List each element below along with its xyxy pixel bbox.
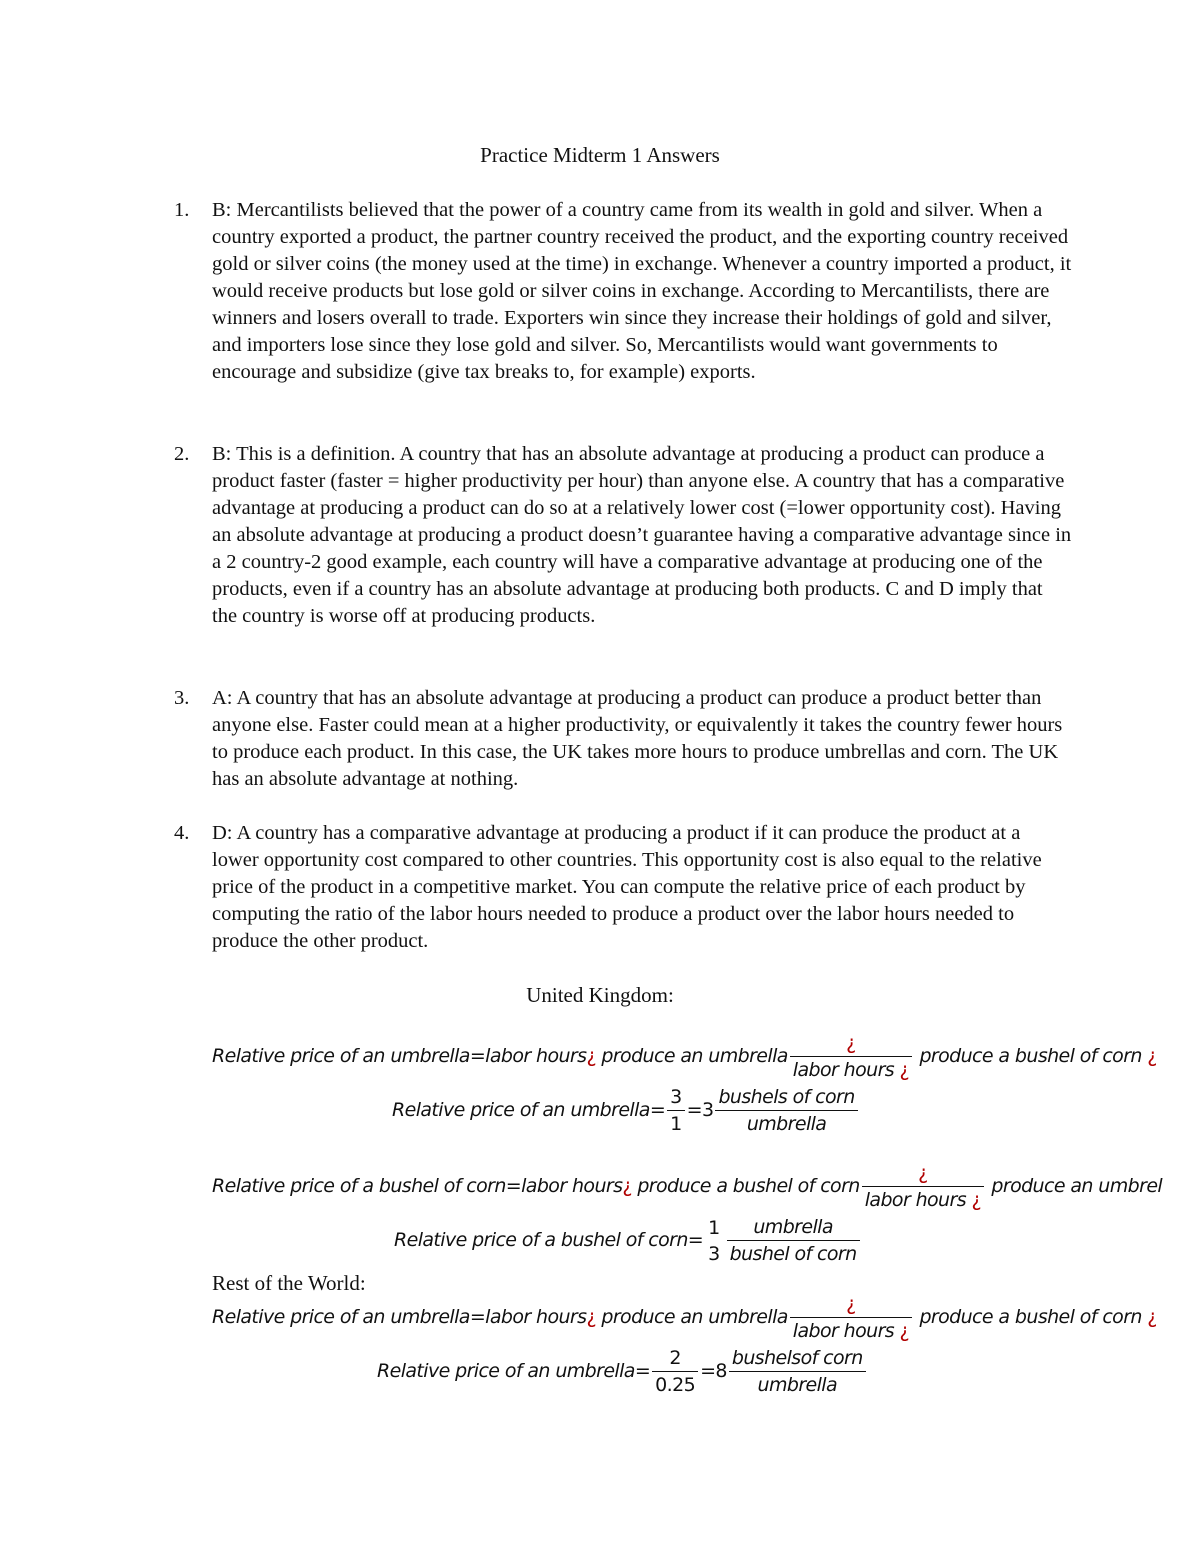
equation-uk-corn-formula	[212, 1160, 1162, 1213]
answer-text: B: Mercantilists believed that the power of a country came from its wealth in gold and silver. When a country exported a product, the partner country received the product, and the exporting country received gold or silver coins (the money used at the time) in exchange. Whenever a country imported a product, it would receive products but lose gold or silver coins in exchange. According to Mercantilists, there are winners and losers overall to trade. Exporters win since they increase their holdings of gold and silver, and importers lose since they lose gold and silver. So, Mercantilists would want governments to encourage and subsidize (give tax breaks to, for example) exports.	[212, 199, 1072, 383]
answer-number: 1.	[174, 199, 190, 221]
row-heading: Rest of the World:	[212, 1271, 366, 1295]
inv-char: ¿	[622, 1175, 632, 1197]
fraction-denominator: umbrella	[757, 1374, 838, 1396]
eq-text: produce an umbrella	[595, 1306, 788, 1328]
inv-char: ¿	[1147, 1045, 1157, 1067]
answer-2	[174, 441, 1072, 630]
answer-number: 4.	[174, 822, 190, 844]
fraction-numerator: ¿	[862, 1160, 984, 1187]
eq-text: produce a bushel of corn	[914, 1045, 1148, 1067]
fraction	[705, 1215, 723, 1267]
fraction-unit	[727, 1214, 860, 1267]
page-title: Practice Midterm 1 Answers	[480, 143, 720, 167]
eq-text: produce a bushel of corn	[914, 1306, 1148, 1328]
fraction	[667, 1084, 685, 1137]
fraction	[790, 1030, 912, 1083]
inv-char: ¿	[586, 1045, 596, 1067]
equation-uk-corn-value	[394, 1214, 862, 1267]
fraction-denominator: 1	[670, 1113, 682, 1135]
fraction-unit	[715, 1084, 857, 1137]
fraction-numerator: bushels of corn	[715, 1084, 857, 1111]
answer-number: 2.	[174, 443, 190, 465]
fraction-numerator: ¿	[790, 1030, 912, 1057]
fraction-denominator: 3	[708, 1242, 720, 1265]
answer-text: D: A country has a comparative advantage at producing a product if it can produce the product at a lower opportunity cost compared to other countries. This opportunity cost is also equal to the relative price of the product in a competitive market. You can compute the relative price of each product by computing the ratio of the labor hours needed to produce a product over the labor hours needed to produce the other product.	[212, 822, 1042, 952]
fraction-denominator: umbrella	[746, 1113, 827, 1135]
fraction-numerator: umbrella	[727, 1214, 860, 1241]
fraction-unit	[729, 1345, 866, 1398]
uk-heading: United Kingdom:	[526, 983, 674, 1007]
eq-value: =8	[700, 1360, 727, 1382]
fraction	[790, 1291, 912, 1344]
eq-text: produce a bushel of corn	[631, 1175, 860, 1197]
eq-lhs: Relative price of a bushel of corn=	[394, 1229, 704, 1251]
fraction-numerator: 3	[667, 1084, 685, 1111]
fraction-denominator: labor hours ¿	[792, 1059, 910, 1081]
equation-row-umbrella-value	[377, 1345, 868, 1398]
fraction	[652, 1345, 698, 1398]
eq-lhs: Relative price of a bushel of corn=labor hours	[212, 1175, 623, 1197]
eq-lhs: Relative price of an umbrella=	[377, 1360, 651, 1382]
fraction-numerator: 2	[652, 1345, 698, 1372]
eq-lhs: Relative price of an umbrella=	[392, 1099, 666, 1121]
fraction-denominator: labor hours ¿	[864, 1189, 981, 1211]
inv-char: ¿	[1147, 1306, 1157, 1328]
answer-number: 3.	[174, 687, 190, 709]
answer-text: A: A country that has an absolute advantage at producing a product can produce a product better than anyone else. Faster could mean at a higher productivity, or equivalently it takes the country fewer hours to produce each product. In this case, the UK takes more hours to produce umbrellas and corn. The UK has an absolute advantage at nothing.	[212, 687, 1063, 790]
eq-value: =3	[686, 1099, 714, 1121]
fraction	[862, 1160, 984, 1213]
fraction-denominator: 0.25	[655, 1374, 696, 1396]
answer-text: B: This is a definition. A country that has an absolute advantage at producing a product can produce a product faster (faster = higher productivity per hour) than anyone else. A country that has a comparative advantage at producing a product can do so at a relatively lower cost (=lower opportunity cost). Having an absolute advantage at producing a product doesn’t guarantee having a comparative advantage since in a 2 country-2 good example, each country will have a comparative advantage at producing one of the products, even if a country has an absolute advantage at producing both products. C and D imply that the country is worse off at producing products.	[212, 443, 1072, 627]
eq-lhs: Relative price of an umbrella=labor hours	[212, 1045, 587, 1067]
answer-4	[174, 820, 1072, 955]
inv-char: ¿	[586, 1306, 596, 1328]
fraction-numerator: ¿	[790, 1291, 912, 1318]
eq-lhs: Relative price of an umbrella=labor hours	[212, 1306, 587, 1328]
equation-uk-umbrella-value	[392, 1084, 860, 1137]
answer-1	[174, 197, 1072, 386]
eq-text: produce an umbrella	[595, 1045, 788, 1067]
answer-3	[174, 685, 1072, 793]
equation-uk-umbrella-formula	[212, 1030, 1157, 1083]
fraction-denominator: bushel of corn	[729, 1243, 857, 1265]
fraction-numerator: 1	[708, 1216, 720, 1239]
fraction-denominator: labor hours ¿	[792, 1320, 910, 1342]
eq-text: produce an umbrel	[985, 1175, 1163, 1197]
equation-row-umbrella-formula	[212, 1291, 1157, 1344]
fraction-numerator: bushelsof corn	[729, 1345, 866, 1372]
